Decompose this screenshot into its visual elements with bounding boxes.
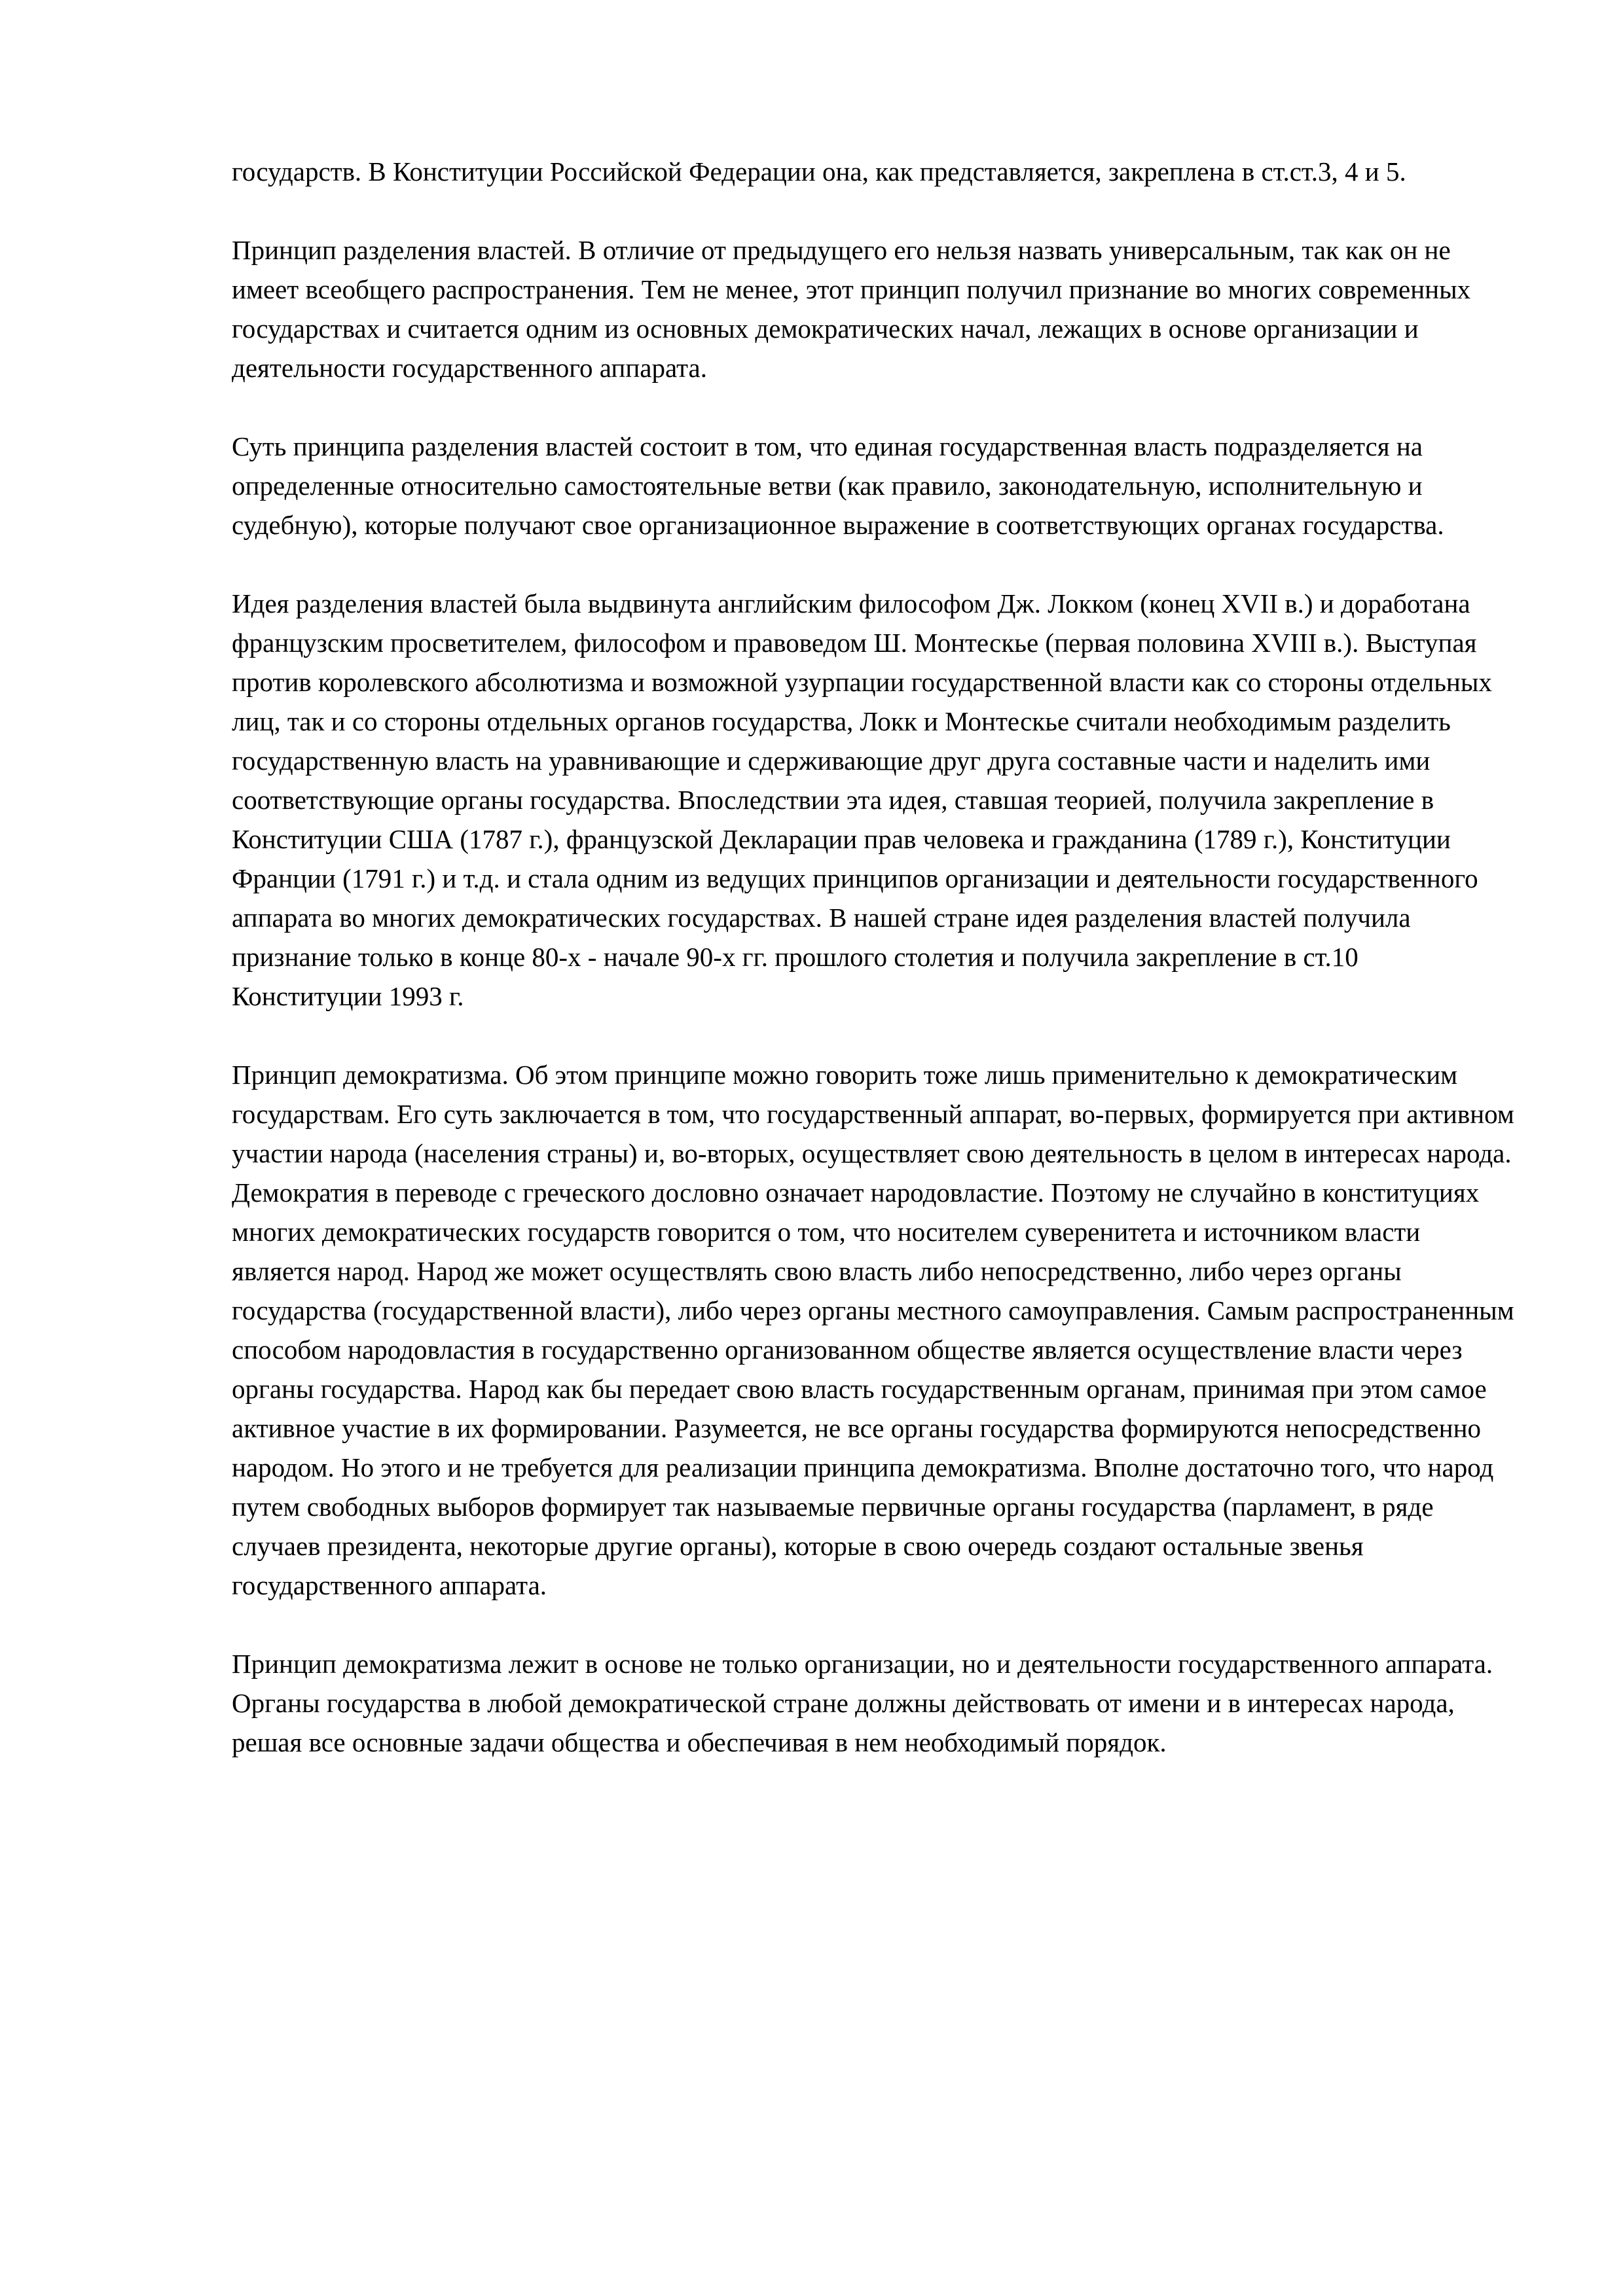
- paragraph-democratism-activity: Принцип демократизма лежит в основе не только организации, но и деятельности государственного аппарата. Органы государства в любой демократической стране должны действовать от имени и в интересах народа, решая все основные задачи общества и обеспечивая в нем необходимый порядок.: [232, 1649, 1493, 1757]
- paragraph-democratism-principle: Принцип демократизма. Об этом принципе можно говорить тоже лишь применительно к демократическим государствам. Его суть заключается в том, что государственный аппарат, во-первых, формируется при активном участии народа (населения страны) и, во-вторых, осуществляет свою деятельность в целом в интересах народа. Демократия в переводе с греческого дословно означает народовластие. Поэтому не случайно в конституциях многих демократических государств говорится о том, что носителем суверенитета и источником власти является народ. Народ же может осуществлять свою власть либо непосредственно, либо через органы государства (государственной власти), либо через органы местного самоуправления. Самым распространенным способом народовластия в государственно организованном обществе является осуществление власти через органы государства. Народ как бы передает свою власть государственным органам, принимая при этом самое активное участие в их формировании. Разумеется, не все органы государства формируются непосредственно народом. Но этого и не требуется для реализации принципа демократизма. Вполне достаточно того, что народ путем свободных выборов формирует так называемые первичные органы государства (парламент, в ряде случаев президента, некоторые другие органы), которые в свою очередь создают остальные звенья государственного аппарата.: [232, 1060, 1514, 1600]
- paragraph-separation-of-powers: Принцип разделения властей. В отличие от предыдущего его нельзя назвать универсальным, так как он не имеет всеобщего распространения. Тем не менее, этот принцип получил признание во многих современных государствах и считается одним из основных демократических начал, лежащих в основе организации и деятельности государственного аппарата.: [232, 235, 1471, 383]
- document-body: [232, 152, 1515, 1762]
- paragraph-separation-essence: Суть принципа разделения властей состоит в том, что единая государственная власть подразделяется на определенные относительно самостоятельные ветви (как правило, законодательную, исполнительную и судебную), которые получают свое организационное выражение в соответствующих органах государства.: [232, 431, 1444, 540]
- paragraph-separation-history: Идея разделения властей была выдвинута английским философом Дж. Локком (конец XVII в.) и доработана французским просветителем, философом и правоведом Ш. Монтескье (первая половина XVIII в.). Выступая против королевского абсолютизма и возможной узурпации государственной власти как со стороны отдельных лиц, так и со стороны отдельных органов государства, Локк и Монтескье считали необходимым разделить государственную власть на уравнивающие и сдерживающие друг друга составные части и наделить ими соответствующие органы государства. Впоследствии эта идея, ставшая теорией, получила закрепление в Конституции США (1787 г.), французской Декларации прав человека и гражданина (1789 г.), Конституции Франции (1791 г.) и т.д. и стала одним из ведущих принципов организации и деятельности государственного аппарата во многих демократических государствах. В нашей стране идея разделения властей получила признание только в конце 80-х - начале 90-х гг. прошлого столетия и получила закрепление в ст.10 Конституции 1993 г.: [232, 588, 1492, 1011]
- paragraph-state-constitution: государств. В Конституции Российской Федерации она, как представляется, закреплена в ст.ст.3, 4 и 5.: [232, 156, 1406, 187]
